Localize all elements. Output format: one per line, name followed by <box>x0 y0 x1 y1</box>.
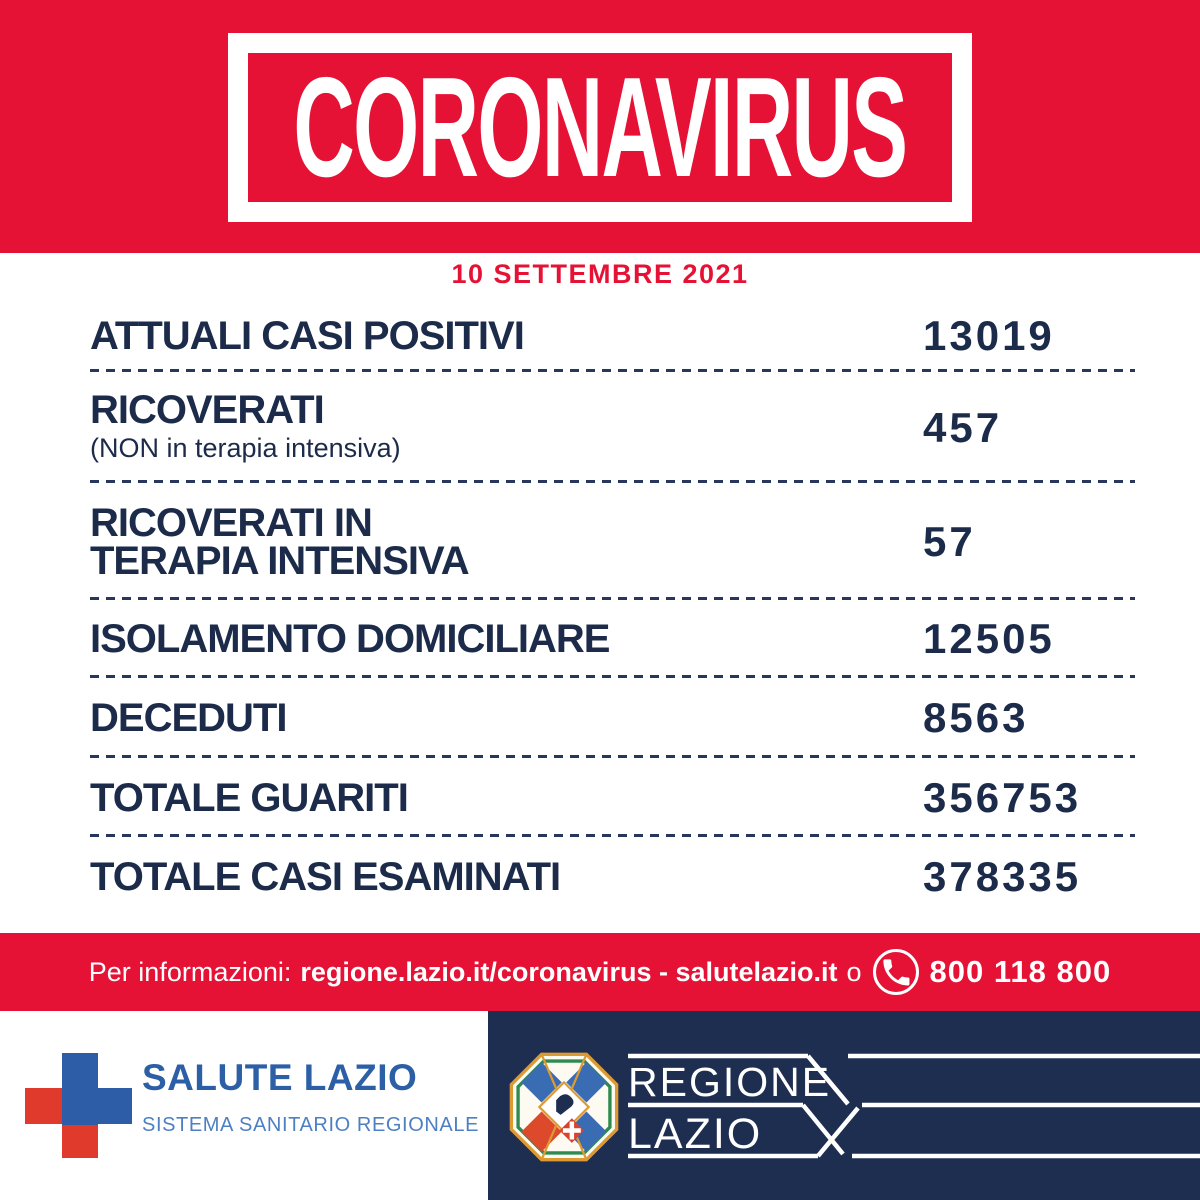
bottom-section <box>0 1011 1200 1200</box>
stat-value: 457 <box>923 403 1003 451</box>
table-row <box>90 300 1135 372</box>
regione-lazio-block <box>488 1011 1200 1200</box>
info-links: regione.lazio.it/coronavirus - salutelazio.it <box>300 956 838 987</box>
page-title: CORONAVIRUS <box>293 47 907 207</box>
stat-value: 12505 <box>923 615 1055 662</box>
table-row <box>90 483 1135 600</box>
salute-lazio-title: SALUTE LAZIO <box>142 1057 418 1098</box>
title-frame <box>228 33 972 222</box>
info-prefix: Per informazioni: <box>88 956 292 987</box>
stat-value: 57 <box>923 517 976 565</box>
phone-number: 800 118 800 <box>929 954 1112 989</box>
stat-label: RICOVERATI IN TERAPIA INTENSIVA <box>90 500 469 583</box>
stat-value: 356753 <box>923 773 1082 821</box>
stat-label: ATTUALI CASI POSITIVI <box>90 314 524 358</box>
regione-lazio-line2: LAZIO <box>628 1110 763 1158</box>
stats-table <box>90 300 1135 917</box>
stat-label: RICOVERATI (NON in terapia intensiva) <box>90 391 923 464</box>
stat-label: TOTALE CASI ESAMINATI <box>90 855 561 899</box>
phone-handset-icon <box>871 947 921 997</box>
stat-label: DECEDUTI <box>90 696 287 740</box>
stat-value: 8563 <box>923 694 1029 741</box>
regione-lazio-line1: REGIONE <box>628 1059 832 1105</box>
table-row <box>90 600 1135 678</box>
table-row <box>90 372 1135 483</box>
table-row <box>90 837 1135 917</box>
table-row <box>90 678 1135 758</box>
info-bar <box>0 933 1200 1011</box>
salute-lazio-cross-icon <box>25 1053 132 1158</box>
stat-label: ISOLAMENTO DOMICILIARE <box>90 617 610 661</box>
header-banner <box>0 0 1200 253</box>
stat-sublabel: (NON in terapia intensiva) <box>90 433 401 464</box>
report-date: 10 SETTEMBRE 2021 <box>451 259 749 289</box>
stat-label: TOTALE GUARITI <box>90 775 408 820</box>
table-row <box>90 758 1135 837</box>
regione-lazio-wordmark-lines <box>488 1011 1200 1200</box>
salute-lazio-subtitle: SISTEMA SANITARIO REGIONALE <box>142 1114 480 1136</box>
stat-value: 13019 <box>923 312 1055 359</box>
stat-value: 378335 <box>923 853 1082 900</box>
info-conjunction: o <box>846 956 862 987</box>
